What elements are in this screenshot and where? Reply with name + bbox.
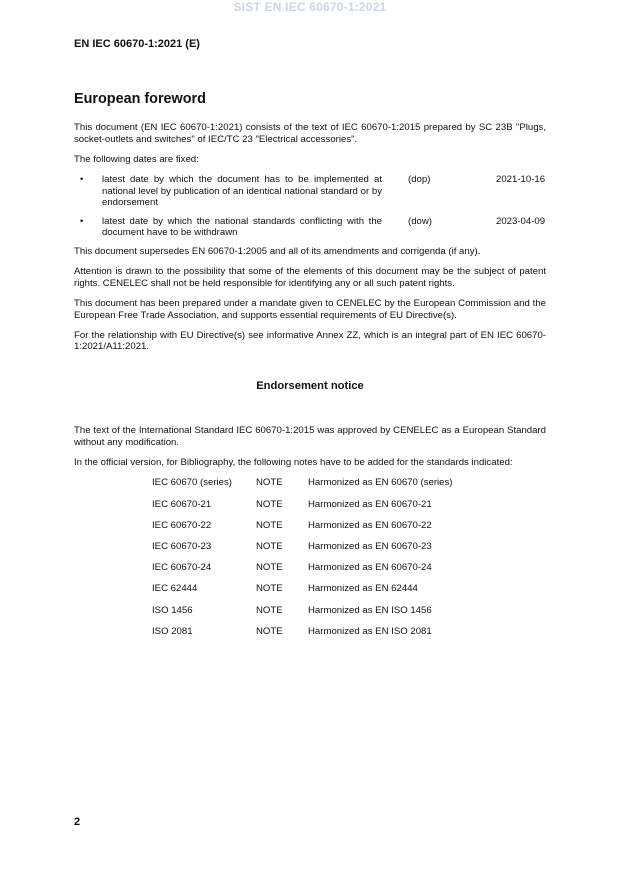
harmonized-cell: Harmonized as EN 60670-24 — [308, 562, 432, 574]
date-description: latest date by which the document has to be implemented at national level by publication of an identical national standard or by endorsement — [102, 173, 382, 209]
date-abbreviation: (dop) — [408, 173, 431, 185]
bibliography-paragraph: In the official version, for Bibliography, the following notes have to be added for the standards indicated: — [74, 457, 513, 469]
patent-paragraph: Attention is drawn to the possibility that some of the elements of this document may be the subject of patent rights. CENELEC shall not be held responsible for identifying any or all such patent rights. — [74, 266, 546, 289]
table-row — [152, 562, 453, 583]
table-row — [152, 499, 453, 520]
date-item-dop — [74, 174, 546, 209]
harmonized-cell: Harmonized as EN 60670-21 — [308, 498, 432, 510]
document-header: EN IEC 60670-1:2021 (E) — [74, 38, 200, 50]
harmonized-cell: Harmonized as EN 60670-22 — [308, 519, 432, 531]
harmonized-cell: Harmonized as EN 60670 (series) — [308, 477, 453, 489]
standard-cell: IEC 60670-22 — [152, 519, 212, 531]
harmonized-cell: Harmonized as EN ISO 1456 — [308, 604, 432, 616]
endorsement-approved: The text of the International Standard IEC 60670-1:2015 was approved by CENELEC as a European Standard without any modification. — [74, 425, 546, 449]
standard-cell: IEC 60670-23 — [152, 541, 212, 552]
table-row — [152, 605, 453, 626]
standard-cell: ISO 2081 — [152, 625, 193, 637]
table-row — [152, 520, 453, 541]
note-cell: NOTE — [256, 583, 283, 595]
standard-cell: IEC 60670-21 — [152, 498, 212, 510]
standard-cell: ISO 1456 — [152, 604, 193, 616]
note-cell: NOTE — [256, 477, 283, 489]
date-description: latest date by which the national standards conflicting with the document have to be withdrawn — [102, 215, 382, 239]
mandate-paragraph: This document has been prepared under a mandate given to CENELEC by the European Commission and the European Free Trade Association, and supports essential requirements of EU Directive(s). — [74, 297, 546, 321]
table-row — [152, 626, 453, 647]
table-row — [152, 541, 453, 562]
page-number: 2 — [74, 816, 81, 828]
note-cell: NOTE — [256, 625, 283, 637]
relationship-paragraph: For the relationship with EU Directive(s) see informative Annex ZZ, which is an integral part of EN IEC 60670-1:2021/A11:2021. — [74, 329, 546, 353]
foreword-intro: This document (EN IEC 60670-1:2021) consists of the text of IEC 60670-1:2015 prepared by SC 23B "Plugs, socket-outlets and switches" of IEC/TC 23 "Electrical accessories". — [74, 122, 546, 145]
bullet-icon: • — [80, 215, 84, 227]
table-row — [152, 583, 453, 604]
page-content — [74, 90, 546, 647]
bibliography-notes-table — [152, 477, 453, 647]
standard-cell: IEC 60670 (series) — [152, 477, 232, 489]
standard-cell: IEC 62444 — [152, 583, 198, 595]
bullet-icon: • — [80, 173, 84, 185]
note-cell: NOTE — [256, 498, 283, 510]
harmonized-cell: Harmonized as EN 60670-23 — [308, 541, 432, 552]
watermark-text: SIST EN IEC 60670-1:2021 — [233, 0, 387, 14]
note-cell: NOTE — [256, 604, 283, 616]
table-row — [152, 477, 453, 498]
dates-list — [74, 174, 546, 239]
standard-cell: IEC 60670-24 — [152, 562, 212, 574]
date-value: 2021-10-16 — [496, 173, 546, 185]
note-cell: NOTE — [256, 562, 283, 574]
endorsement-title: Endorsement notice — [256, 379, 364, 392]
dates-intro: The following dates are fixed: — [74, 153, 199, 165]
foreword-title: European foreword — [74, 91, 206, 107]
date-value: 2023-04-09 — [496, 215, 546, 227]
supersedes-paragraph: This document supersedes EN 60670-1:2005 and all of its amendments and corrigenda (if any). — [74, 245, 481, 257]
note-cell: NOTE — [256, 541, 283, 552]
note-cell: NOTE — [256, 519, 283, 531]
harmonized-cell: Harmonized as EN 62444 — [308, 583, 418, 595]
date-abbreviation: (dow) — [408, 215, 432, 227]
harmonized-cell: Harmonized as EN ISO 2081 — [308, 625, 432, 637]
date-item-dow — [74, 216, 546, 239]
